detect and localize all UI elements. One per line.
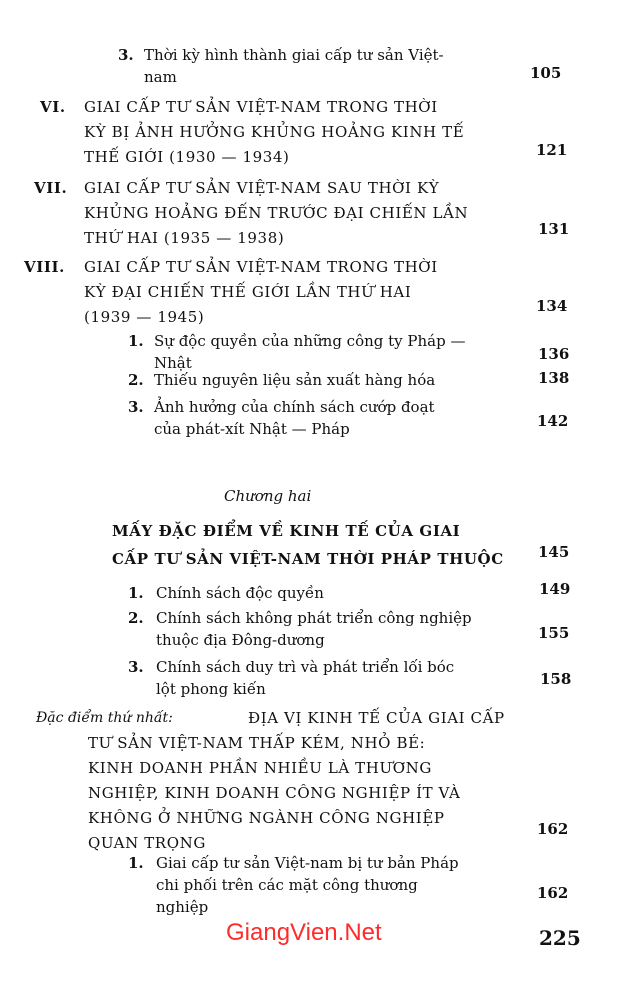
entry-title-line: KHỦNG HOẢNG ĐẾN TRƯỚC ĐẠI CHIẾN LẦN <box>84 204 469 222</box>
entry-title-line: (1939 — 1945) <box>84 308 205 326</box>
entry-title-line: THẾ GIỚI (1930 — 1934) <box>84 148 290 166</box>
entry-title-line: KINH DOANH PHẦN NHIỀU LÀ THƯƠNG <box>88 759 432 777</box>
toc-entry-3-feudal-exploitation <box>0 656 631 700</box>
entry-title-line: Ảnh hưởng của chính sách cướp đoạt <box>154 398 435 416</box>
entry-title-line: Chính sách duy trì và phát triển lối bóc <box>156 658 455 676</box>
entry-title-line: THỨ HAI (1935 — 1938) <box>84 229 285 247</box>
toc-entry-1-dominated <box>0 852 631 918</box>
entry-page-number: 142 <box>537 412 569 430</box>
entry-number: Đặc điểm thứ nhất: <box>36 710 173 726</box>
entry-title <box>156 607 472 651</box>
toc-entry-chapter-heading <box>0 517 631 572</box>
entry-title-line: Thời kỳ hình thành giai cấp tư sản Việt- <box>144 46 444 64</box>
entry-title <box>84 176 468 251</box>
entry-number: 2. <box>128 609 144 627</box>
chapter-label: Chương hai <box>224 487 312 505</box>
entry-number: 3. <box>128 658 144 676</box>
entry-title-line: GIAI CẤP TƯ SẢN VIỆT-NAM TRONG THỜI <box>84 98 438 116</box>
entry-number: VI. <box>40 98 66 116</box>
entry-number: 2. <box>128 371 144 389</box>
entry-title-line: Chính sách không phát triển công nghiệp <box>156 609 472 627</box>
toc-entry-viii <box>0 255 631 330</box>
entry-page-number: 131 <box>538 220 570 238</box>
entry-number: 3. <box>118 46 134 64</box>
entry-title-line: Chính sách độc quyền <box>156 584 324 602</box>
entry-title <box>156 582 324 604</box>
toc-entry-vi <box>0 95 631 170</box>
entry-title <box>88 706 505 856</box>
toc-entry-3-plunder-policy <box>0 396 631 440</box>
entry-page-number: 158 <box>540 670 572 688</box>
entry-page-number: 149 <box>539 580 571 598</box>
entry-title-line: nghiệp <box>156 898 209 916</box>
toc-entry-1-monopoly-policy <box>0 582 631 604</box>
entry-page-number: 162 <box>537 820 569 838</box>
entry-title-line: KHÔNG Ở NHỮNG NGÀNH CÔNG NGHIỆP <box>88 809 445 827</box>
toc-entry-2-raw-materials <box>0 369 631 391</box>
entry-title <box>156 656 454 700</box>
entry-title <box>156 852 459 918</box>
toc-entry-1-monopoly-companies <box>0 330 631 374</box>
toc-entry-3-formation <box>0 44 631 92</box>
toc-entry-first-characteristic <box>0 706 631 856</box>
entry-number: 3. <box>128 398 144 416</box>
entry-title-line: KỲ ĐẠI CHIẾN THẾ GIỚI LẦN THỨ HAI <box>84 283 412 301</box>
entry-title-line: GIAI CẤP TƯ SẢN VIỆT-NAM TRONG THỜI <box>84 258 438 276</box>
toc-entry-2-no-industry <box>0 607 631 651</box>
entry-page-number: 138 <box>538 369 570 387</box>
entry-page-number: 134 <box>536 297 568 315</box>
entry-title-line: thuộc địa Đông-dương <box>156 631 325 649</box>
entry-number: VII. <box>34 179 68 197</box>
entry-page-number: 162 <box>537 884 569 902</box>
page-number: 225 <box>539 926 581 950</box>
entry-number: VIII. <box>24 258 65 276</box>
entry-number: 1. <box>128 584 144 602</box>
entry-page-number: 136 <box>538 345 570 363</box>
entry-title-line: Sự độc quyền của những công ty Pháp — <box>154 332 466 350</box>
entry-title-line: MẤY ĐẶC ĐIỂM VỀ KINH TẾ CỦA GIAI <box>112 522 461 540</box>
entry-title <box>144 44 444 88</box>
entry-page-number: 155 <box>538 624 570 642</box>
entry-page-number: 145 <box>538 543 570 561</box>
entry-title-line: Giai cấp tư sản Việt-nam bị tư bản Pháp <box>156 854 459 872</box>
entry-title-line: lột phong kiến <box>156 680 266 698</box>
entry-title <box>154 330 465 374</box>
entry-title-line: Thiếu nguyên liệu sản xuất hàng hóa <box>154 371 436 389</box>
entry-title <box>112 517 504 573</box>
entry-title-line: của phát-xít Nhật — Pháp <box>154 420 350 438</box>
entry-number: 1. <box>128 332 144 350</box>
entry-title <box>84 255 438 330</box>
entry-title-line: QUAN TRỌNG <box>88 834 206 852</box>
entry-title <box>154 396 435 440</box>
entry-title-line: ĐỊA VỊ KINH TẾ CỦA GIAI CẤP <box>248 709 505 727</box>
entry-page-number: 105 <box>530 64 562 82</box>
entry-page-number: 121 <box>536 141 568 159</box>
toc-entry-vii <box>0 176 631 251</box>
entry-title-line: NGHIỆP, KINH DOANH CÔNG NGHIỆP ÍT VÀ <box>88 784 461 802</box>
entry-title-line: Nhật <box>154 354 192 372</box>
site-watermark: GiangVien.Net <box>226 919 382 946</box>
entry-title <box>154 369 435 391</box>
entry-number: 1. <box>128 854 144 872</box>
entry-title-line: GIAI CẤP TƯ SẢN VIỆT-NAM SAU THỜI KỲ <box>84 179 440 197</box>
entry-title-line: TƯ SẢN VIỆT-NAM THẤP KÉM, NHỎ BÉ: <box>88 734 426 752</box>
entry-title-line: KỲ BỊ ẢNH HƯỞNG KHỦNG HOẢNG KINH TẾ <box>84 123 465 141</box>
entry-title <box>84 95 464 170</box>
entry-title-line: CẤP TƯ SẢN VIỆT-NAM THỜI PHÁP THUỘC <box>112 550 504 568</box>
entry-title-line: nam <box>144 68 177 86</box>
entry-title-line: chi phối trên các mặt công thương <box>156 876 418 894</box>
